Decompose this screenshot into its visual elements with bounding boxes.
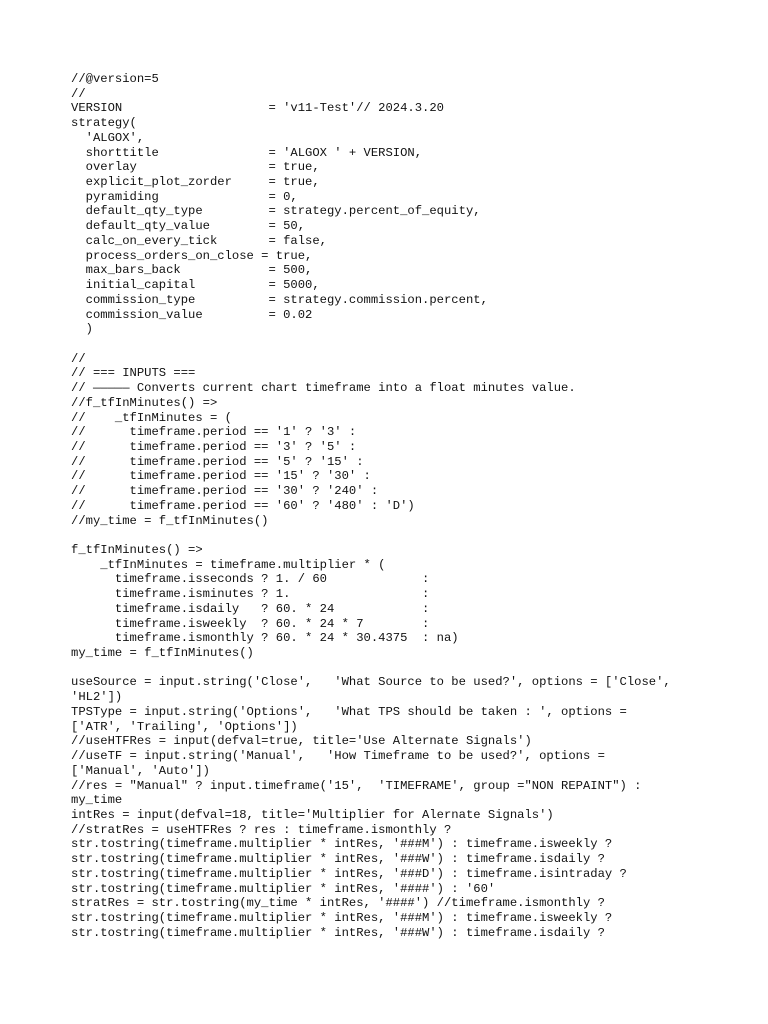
code-line: // xyxy=(71,351,86,366)
code-line: 'ALGOX', xyxy=(71,130,145,145)
code-line: //useTF = input.string('Manual', 'How Timeframe to be used?', options = xyxy=(71,749,605,764)
code-line: str.tostring(timeframe.multiplier * intRes, '###D') : timeframe.isintraday ? xyxy=(71,866,627,881)
code-line: default_qty_type = strategy.percent_of_equity, xyxy=(71,204,481,219)
code-line: str.tostring(timeframe.multiplier * intRes, '###M') : timeframe.isweekly ? xyxy=(71,910,613,925)
code-line: str.tostring(timeframe.multiplier * intRes, '###W') : timeframe.isdaily ? xyxy=(71,925,605,940)
code-line: // timeframe.period == '60' ? '480' : 'D') xyxy=(71,498,415,513)
code-line xyxy=(71,337,751,352)
code-line: ['Manual', 'Auto']) xyxy=(71,763,210,778)
code-line: // timeframe.period == '5' ? '15' : xyxy=(71,454,364,469)
code-line: str.tostring(timeframe.multiplier * intRes, '###W') : timeframe.isdaily ? xyxy=(71,852,605,867)
code-line: TPSType = input.string('Options', 'What TPS should be taken : ', options = xyxy=(71,704,627,719)
code-line: ) xyxy=(71,322,93,337)
code-line: // ————— Converts current chart timeframe into a float minutes value. xyxy=(71,381,576,396)
code-line: overlay = true, xyxy=(71,160,320,175)
code-line: f_tfInMinutes() => xyxy=(71,543,203,557)
code-line: 'HL2']) xyxy=(71,690,123,705)
code-line: my_time = f_tfInMinutes() xyxy=(71,646,254,661)
code-line: // _tfInMinutes = ( xyxy=(71,410,232,425)
code-line: timeframe.isdaily ? 60. * 24 : xyxy=(71,601,430,616)
code-line: calc_on_every_tick = false, xyxy=(71,233,327,248)
code-line: // timeframe.period == '30' ? '240' : xyxy=(71,484,379,499)
code-line: strategy( xyxy=(71,116,137,131)
code-line: timeframe.isminutes ? 1. : xyxy=(71,587,430,602)
code-line xyxy=(71,528,751,543)
code-line: // timeframe.period == '1' ? '3' : xyxy=(71,425,357,440)
code-line: // xyxy=(71,86,86,101)
code-line: intRes = input(defval=18, title='Multiplier for Alernate Signals') xyxy=(71,807,554,822)
code-line: commission_type = strategy.commission.percent, xyxy=(71,292,488,307)
code-line: initial_capital = 5000, xyxy=(71,278,320,293)
code-line: VERSION = 'v11-Test'// 2024.3.20 xyxy=(71,101,444,116)
code-line: timeframe.ismonthly ? 60. * 24 * 30.4375 : na) xyxy=(71,631,459,646)
code-line: my_time xyxy=(71,793,123,808)
code-line: useSource = input.string('Close', 'What Source to be used?', options = ['Close', xyxy=(71,675,671,690)
code-line: // === INPUTS === xyxy=(71,366,196,381)
code-line: default_qty_value = 50, xyxy=(71,219,306,234)
code-line: //stratRes = useHTFRes ? res : timeframe.ismonthly ? xyxy=(71,822,452,837)
code-block xyxy=(71,72,751,940)
code-line: // timeframe.period == '15' ? '30' : xyxy=(71,469,371,484)
code-line: timeframe.isseconds ? 1. / 60 : xyxy=(71,572,430,587)
code-line xyxy=(71,661,751,676)
code-line: commission_value = 0.02 xyxy=(71,307,313,322)
code-line: stratRes = str.tostring(my_time * intRes, '####') //timeframe.ismonthly ? xyxy=(71,896,605,911)
code-line: str.tostring(timeframe.multiplier * intRes, '####') : '60' xyxy=(71,881,496,896)
code-line: //@version=5 xyxy=(71,72,159,86)
code-line: max_bars_back = 500, xyxy=(71,263,313,278)
code-line: _tfInMinutes = timeframe.multiplier * ( xyxy=(71,557,386,572)
code-line: process_orders_on_close = true, xyxy=(71,248,313,263)
code-line: //f_tfInMinutes() => xyxy=(71,395,218,410)
code-line: //useHTFRes = input(defval=true, title='Use Alternate Signals') xyxy=(71,734,532,749)
code-line: str.tostring(timeframe.multiplier * intRes, '###M') : timeframe.isweekly ? xyxy=(71,837,613,852)
code-line: //my_time = f_tfInMinutes() xyxy=(71,513,269,528)
code-line: //res = "Manual" ? input.timeframe('15', 'TIMEFRAME', group ="NON REPAINT") : xyxy=(71,778,642,793)
code-line: explicit_plot_zorder = true, xyxy=(71,175,320,190)
code-line: ['ATR', 'Trailing', 'Options']) xyxy=(71,719,298,734)
code-line: shorttitle = 'ALGOX ' + VERSION, xyxy=(71,145,423,160)
code-line: timeframe.isweekly ? 60. * 24 * 7 : xyxy=(71,616,430,631)
code-line: pyramiding = 0, xyxy=(71,189,298,204)
code-line: // timeframe.period == '3' ? '5' : xyxy=(71,439,357,454)
